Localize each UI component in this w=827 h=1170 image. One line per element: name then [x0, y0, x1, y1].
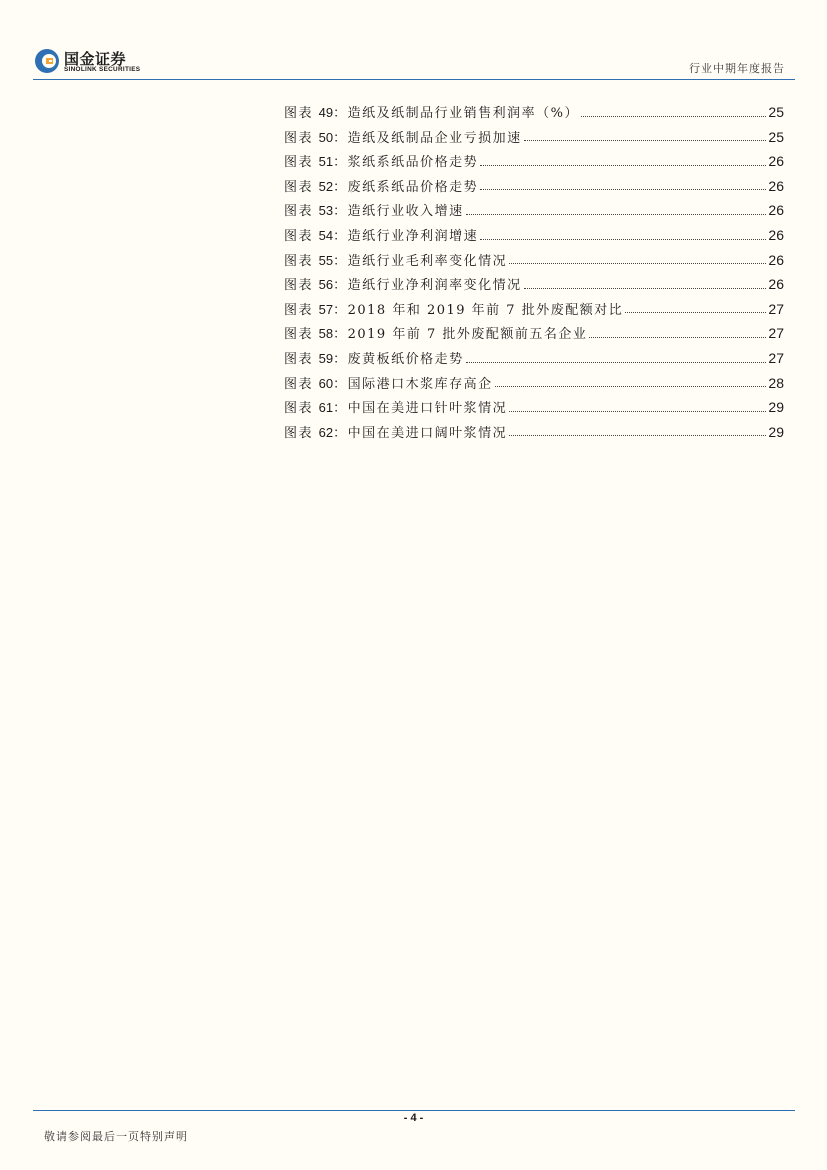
toc-entry[interactable] [284, 100, 784, 125]
toc-page-number: 26 [768, 276, 784, 293]
toc-page-number: 26 [768, 251, 784, 268]
toc-entry[interactable] [284, 149, 784, 174]
dot-leader [625, 311, 766, 313]
toc-entry-title [284, 199, 464, 225]
figure-prefix: 图表 [284, 302, 319, 318]
toc-page-number: 27 [768, 300, 784, 317]
toc-page-number: 26 [768, 177, 784, 194]
dot-leader [509, 434, 766, 436]
figure-number: 57 [318, 301, 334, 317]
toc-entry-title [284, 421, 507, 447]
toc-entry[interactable] [284, 125, 784, 150]
footer-divider [33, 1110, 795, 1111]
toc-page-number: 28 [768, 374, 784, 391]
dot-leader [466, 213, 766, 215]
logo-english-name: SINOLINK SECURITIES [64, 66, 141, 73]
page-number: - 4 - [403, 1112, 424, 1124]
toc-entry-title [284, 372, 493, 398]
toc-entry-title [284, 175, 478, 201]
figure-title: ：造纸行业收入增速 [333, 204, 464, 220]
dot-leader [524, 139, 766, 141]
figure-prefix: 图表 [284, 351, 319, 367]
figure-number: 60 [318, 375, 334, 391]
toc-page-number: 25 [768, 104, 784, 120]
figure-title: ：浆纸系纸品价格走势 [333, 155, 479, 171]
toc-entry-title [284, 249, 507, 275]
figure-title: ：造纸及纸制品企业亏损加速 [333, 130, 522, 146]
company-logo [34, 48, 164, 78]
figure-prefix: 图表 [284, 327, 319, 343]
figure-title: ：中国在美进口阔叶浆情况 [333, 425, 508, 441]
header-divider [33, 79, 795, 80]
dot-leader [509, 410, 766, 412]
toc-page-number: 26 [768, 153, 784, 170]
dot-leader [589, 336, 766, 338]
figure-number: 53 [318, 203, 334, 219]
figure-title: ：2019 年前 7 批外废配额前五名企业 [333, 327, 588, 343]
toc-entry[interactable] [284, 420, 784, 445]
toc-page-number: 27 [768, 349, 784, 366]
toc-page-number: 27 [768, 325, 784, 342]
figure-prefix: 图表 [284, 130, 319, 146]
toc-entry-title [284, 101, 579, 127]
disclaimer-text: 敬请参阅最后一页特别声明 [44, 1130, 188, 1143]
toc-entry[interactable] [284, 198, 784, 223]
figure-title: ：造纸行业净利润率变化情况 [333, 278, 522, 294]
toc-entry-title [284, 298, 623, 324]
figure-prefix: 图表 [284, 179, 319, 195]
figure-prefix: 图表 [284, 376, 319, 392]
figure-title: ：废纸系纸品价格走势 [333, 179, 479, 195]
dot-leader [480, 238, 766, 240]
toc-entry-title [284, 273, 522, 299]
sinolink-logo-icon [34, 48, 60, 74]
figure-prefix: 图表 [284, 401, 319, 417]
toc-entry[interactable] [284, 297, 784, 322]
figure-number: 55 [318, 252, 334, 268]
figure-number: 50 [318, 129, 334, 145]
figure-title: ：2018 年和 2019 年前 7 批外废配额对比 [333, 302, 624, 318]
toc-entry-title [284, 396, 507, 422]
toc-entry-title [284, 126, 522, 152]
figure-prefix: 图表 [284, 253, 319, 269]
figure-prefix: 图表 [284, 106, 319, 121]
toc-entry[interactable] [284, 346, 784, 371]
figure-number: 56 [318, 277, 334, 293]
figure-title: ：造纸及纸制品行业销售利润率（%） [333, 106, 579, 121]
toc-entry-title [284, 347, 464, 373]
toc-entry[interactable] [284, 272, 784, 297]
figure-number: 59 [318, 350, 334, 366]
toc-entry[interactable] [284, 174, 784, 199]
toc-entry[interactable] [284, 371, 784, 396]
toc-page-number: 26 [768, 202, 784, 219]
figure-number: 49 [318, 105, 334, 120]
toc-entry-title [284, 322, 587, 348]
toc-page-number: 25 [768, 128, 784, 145]
report-type-label: 行业中期年度报告 [689, 62, 785, 75]
dot-leader [466, 361, 766, 363]
figure-title: ：国际港口木浆库存高企 [333, 376, 493, 392]
toc-entry[interactable] [284, 223, 784, 248]
toc-page-number: 29 [768, 423, 784, 440]
figure-number: 58 [318, 326, 334, 342]
toc-page-number: 26 [768, 226, 784, 243]
logo-chinese-name: 国金证券 [64, 50, 127, 68]
dot-leader [480, 164, 766, 166]
figure-prefix: 图表 [284, 155, 319, 171]
dot-leader [480, 188, 766, 190]
figure-number: 54 [318, 227, 334, 243]
toc-entry[interactable] [284, 248, 784, 273]
figure-title: ：中国在美进口针叶浆情况 [333, 401, 508, 417]
figure-number: 62 [318, 424, 334, 440]
toc-page-number: 29 [768, 399, 784, 416]
figure-index-list [284, 100, 784, 444]
toc-entry-title [284, 224, 478, 250]
figure-title: ：造纸行业净利润增速 [333, 228, 479, 244]
dot-leader [509, 262, 766, 264]
dot-leader [524, 287, 766, 289]
figure-prefix: 图表 [284, 278, 319, 294]
figure-number: 51 [318, 154, 334, 170]
figure-number: 52 [318, 178, 334, 194]
figure-number: 61 [318, 400, 334, 416]
figure-prefix: 图表 [284, 204, 319, 220]
toc-entry-title [284, 150, 478, 176]
figure-title: ：废黄板纸价格走势 [333, 351, 464, 367]
figure-prefix: 图表 [284, 228, 319, 244]
toc-entry[interactable] [284, 395, 784, 420]
figure-title: ：造纸行业毛利率变化情况 [333, 253, 508, 269]
dot-leader [581, 115, 766, 117]
page-header [0, 0, 827, 80]
dot-leader [495, 385, 766, 387]
figure-prefix: 图表 [284, 425, 319, 441]
toc-entry[interactable] [284, 321, 784, 346]
